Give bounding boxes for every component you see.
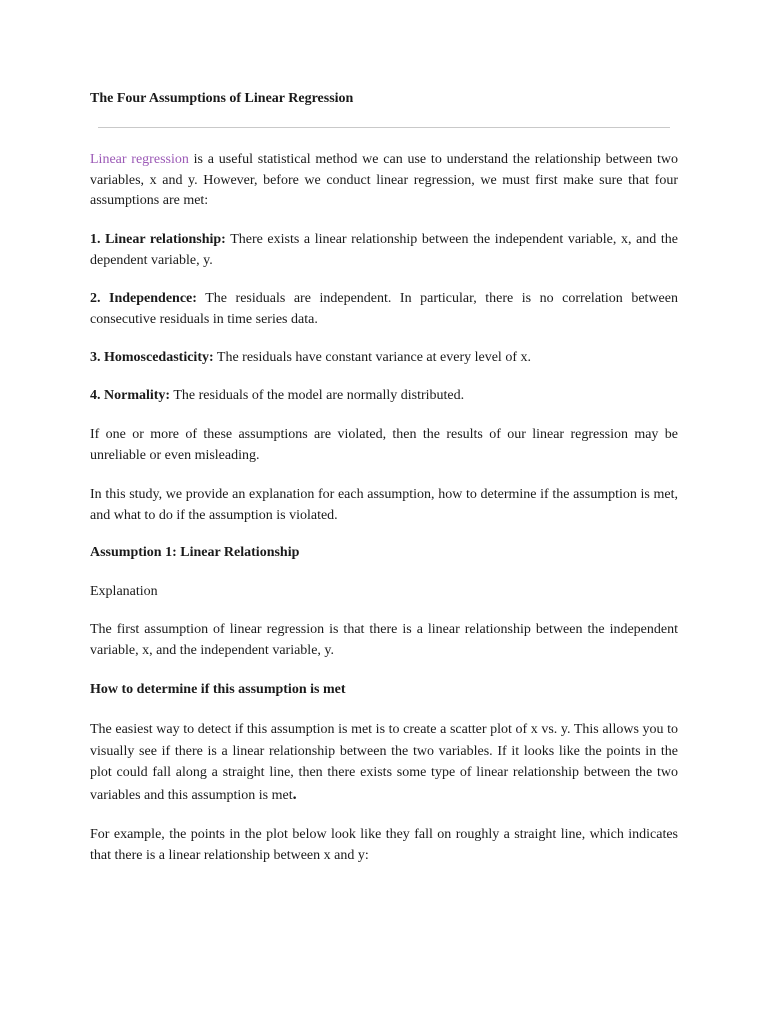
assumption-2-label: 2. Independence: [90, 291, 197, 306]
intro-paragraph [90, 150, 678, 212]
how-to-determine-heading: How to determine if this assumption is met [90, 682, 346, 697]
assumption-3-paragraph [90, 348, 678, 369]
assumption-4-text: The residuals of the model are normally distributed. [170, 388, 465, 403]
explanation-paragraph: The first assumption of linear regression is that there is a linear relationship between the independent variable, x, and the independent variable, y. [90, 622, 678, 658]
how-to-determine-period: . [292, 785, 297, 803]
document-title: The Four Assumptions of Linear Regression [90, 91, 354, 106]
assumption-4-label: 4. Normality: [90, 388, 171, 403]
linear-regression-link[interactable]: Linear regression [90, 152, 189, 167]
assumption-4-paragraph [90, 386, 678, 407]
example-paragraph: For example, the points in the plot below look like they fall on roughly a straight line, which indicates that there is a linear relationship between x and y: [90, 827, 678, 863]
intro-text: is a useful statistical method we can use to understand the relationship between two variables, x and y. However, before we conduct linear regression, we must first make sure that four assumptions are met: [90, 152, 678, 208]
explanation-subheading: Explanation [90, 584, 158, 599]
assumption-2-text: The residuals are independent. In particular, there is no correlation between consecutive residuals in time series data. [90, 291, 678, 327]
title-divider [98, 127, 670, 128]
assumption-3-label: 3. Homoscedasticity: [90, 350, 214, 365]
violation-paragraph: If one or more of these assumptions are violated, then the results of our linear regression may be unreliable or even misleading. [90, 427, 678, 463]
assumption-1-label: 1. Linear relationship: [90, 232, 226, 247]
how-to-determine-text: The easiest way to detect if this assumption is met is to create a scatter plot of x vs. y. This allows you to visually see if there is a linear relationship between the two variables. If it looks like the points in the plot could fall along a straight line, then there exists some type of linear relationship between the two variables and this assumption is met [90, 722, 678, 803]
assumption-1-heading: Assumption 1: Linear Relationship [90, 545, 300, 560]
study-paragraph: In this study, we provide an explanation for each assumption, how to determine if the assumption is met, and what to do if the assumption is violated. [90, 487, 678, 523]
assumption-1-text: There exists a linear relationship between the independent variable, x, and the dependent variable, y. [90, 232, 678, 268]
assumption-1-paragraph [90, 230, 678, 271]
assumption-2-paragraph [90, 289, 678, 330]
assumption-3-text: The residuals have constant variance at every level of x. [213, 350, 531, 365]
how-to-determine-paragraph [90, 719, 678, 806]
